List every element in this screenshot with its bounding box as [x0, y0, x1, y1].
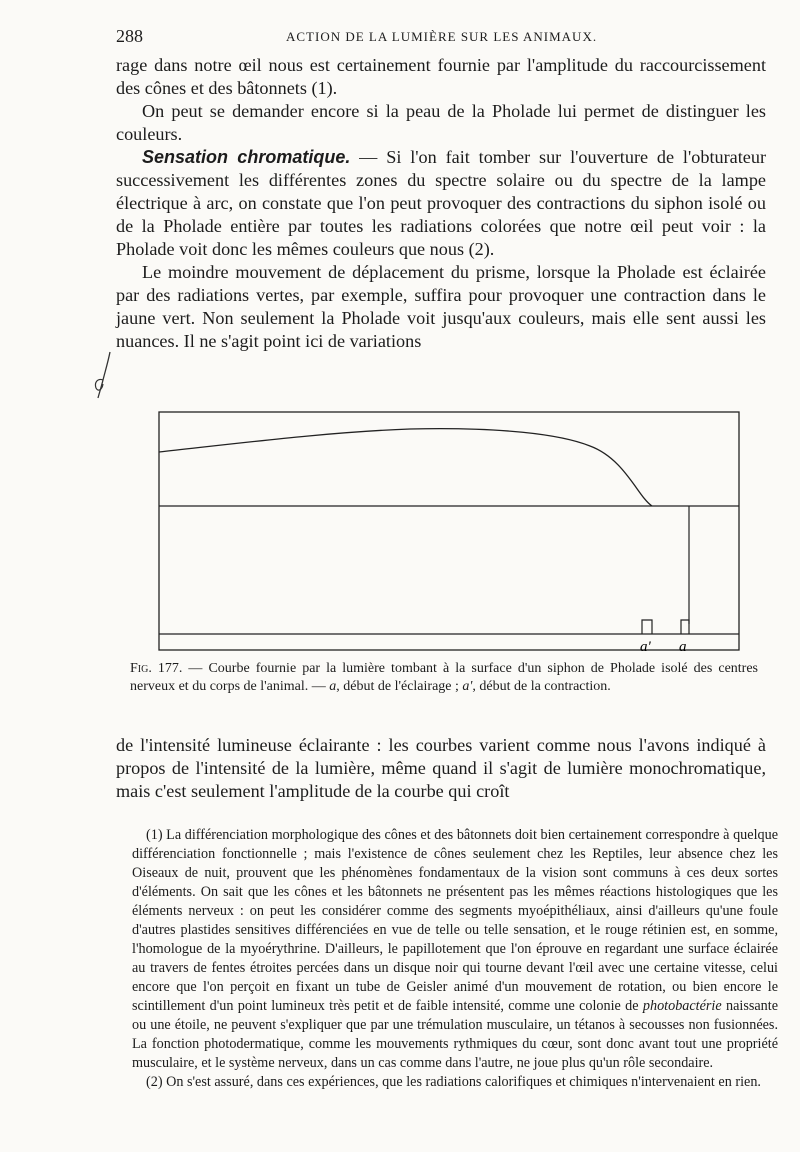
- footnote-1: (1) La différenciation morphologique des cônes et des bâtonnets doit bien certainement correspondre à quelque différenciation fonctionnelle ; mais l'existence de cônes seulement chez les Reptiles, leur absence chez les Oiseaux de nuit, prouvent que les phénomènes fondamentaux de la vision sont communs à ces deux sortes d'éléments. On sait que les cônes et les bâtonnets ne présentent pas les mêmes réactions histologiques que les éléments nerveux : on peut les considérer comme des segments myoépithéliaux, ainsi d'ailleurs qu'une foule d'autres plastides sensitives différenciées en vue de telle ou telle sensation, et le rouge rétinien est, en somme, l'homologue de la myoérythrine. D'ailleurs, le papillotement que l'on éprouve en regardant une surface éclairée au travers de fentes étroites percées dans un disque noir qui tourne devant l'œil avec une certaine vitesse, celui encore que l'on perçoit en fixant un tube de Geisler animé d'un mouvement de rotation, ou bien encore le scintillement d'un point lumineux très petit et de faible intensité, comme une colonie de photobactérie naissante ou une étoile, ne peuvent s'expliquer que par une trémulation musculaire, un tétanos à secousses non fusionnées. La fonction photodermatique, comme les mouvements rythmiques du cœur, sont donc avant tout une propriété musculaire, et le système nerveux, dans un cas comme dans l'autre, ne joue plus qu'un rôle secondaire.: [132, 827, 779, 1071]
- page-number: 288: [116, 26, 143, 46]
- figure-number: Fig. 177.: [130, 661, 183, 676]
- paragraph-text: — Si l'on fait tomber sur l'ouverture de l'obturateur successivement les différentes zones du spectre solaire ou du spectre de la lampe électrique à arc, on constate que l'on peut provoquer des contractions du siphon isolé ou de la Pholade entière par toutes les radiations colorées que notre œil peut voir : la Pholade voit donc les mêmes couleurs que nous (2).: [116, 147, 766, 259]
- page-header: [116, 26, 760, 50]
- illumination-start-marker: [681, 620, 689, 634]
- paragraph: On peut se demander encore si la peau de la Pholade lui permet de distinguer les couleurs.: [116, 101, 766, 144]
- handwritten-check-mark-icon: [88, 348, 122, 405]
- figure-frame: [159, 412, 739, 650]
- body-text-top: [116, 54, 766, 353]
- figure-177: [120, 402, 760, 660]
- footnote-2: (2) On s'est assuré, dans ces expériences, que les radiations calorifiques et chimiques n'intervenaient en rien.: [146, 1074, 761, 1090]
- label-a: a: [679, 639, 687, 655]
- section-title: Sensation chromatique.: [142, 147, 351, 167]
- paragraph: [116, 146, 766, 261]
- footnotes: [132, 826, 778, 1092]
- contraction-start-marker: [642, 620, 652, 634]
- body-text-bottom: [116, 734, 766, 803]
- figure-caption: Fig. 177. — Courbe fournie par la lumière tombant à la surface d'un siphon de Pholade isolé des centres nerveux et du corps de l'animal. — a, début de l'éclairage ; a', début de la contraction.: [130, 661, 759, 694]
- paragraph: rage dans notre œil nous est certainement fournie par l'amplitude du raccourcissement des cônes et des bâtonnets (1).: [116, 55, 766, 98]
- paragraph: Le moindre mouvement de déplacement du prisme, lorsque la Pholade est éclairée par des radiations vertes, par exemple, suffira pour provoquer une contraction dans le jaune vert. Non seulement la Pholade voit jusqu'aux couleurs, mais elle sent aussi les nuances. Il ne s'agit point ici de variations: [116, 262, 766, 351]
- contraction-curve: [159, 429, 652, 506]
- running-title: ACTION DE LA LUMIÈRE SUR LES ANIMAUX.: [286, 29, 598, 44]
- label-a-prime: a': [640, 639, 651, 655]
- paragraph: de l'intensité lumineuse éclairante : les courbes varient comme nous l'avons indiqué à propos de l'intensité de la lumière, même quand il s'agit de lumière monochromatique, mais c'est seulement l'amplitude de la courbe qui croît: [116, 735, 766, 801]
